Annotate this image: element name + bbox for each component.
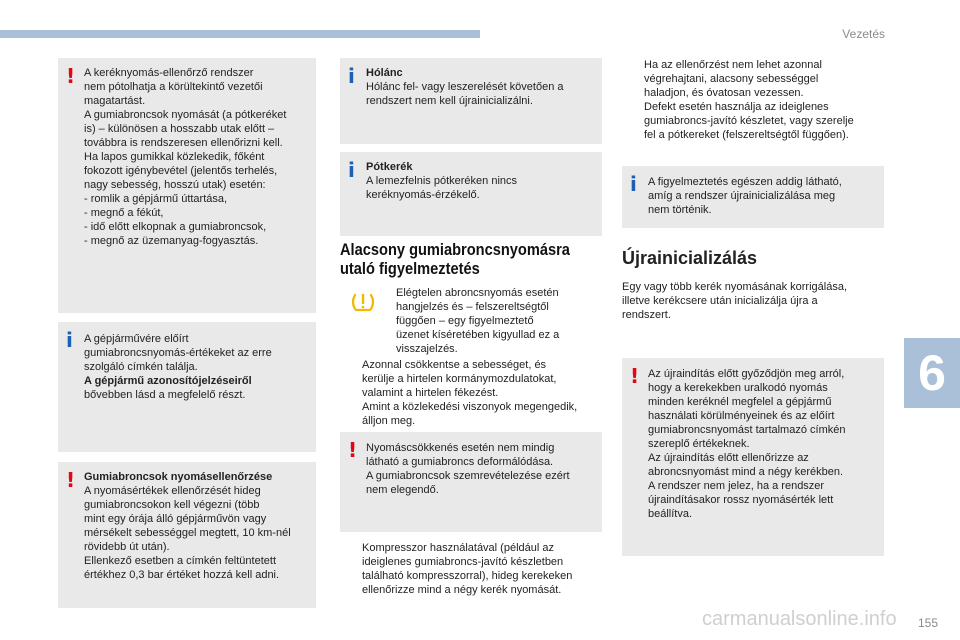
text-line: nem pótolhatja a körültekintő vezetői [84, 81, 263, 93]
text-line: továbbra is rendszeresen ellenőrizni kell. [84, 137, 283, 149]
text-line: - idő előtt elkopnak a gumiabroncsok, [84, 221, 267, 233]
text-line: magatartást. [84, 95, 146, 107]
warning-box-deformation [340, 432, 602, 532]
list-item [340, 358, 602, 400]
text-line: szolgáló címkén találja. [84, 361, 198, 373]
instruction-list [340, 541, 602, 597]
list-item-text: ellenőrizze mind a négy kerék nyomását. [362, 584, 562, 596]
list-item [622, 100, 892, 142]
list-item-text: Amint a közlekedési viszonyok megengedik, [362, 401, 578, 413]
warning-exclamation-icon: ! [348, 438, 358, 462]
warning-text [648, 367, 874, 521]
box-title: Pótkerék [366, 161, 413, 173]
info-box-labels [58, 322, 316, 452]
instruction-list [340, 358, 602, 428]
warning-text [84, 66, 306, 248]
list-item [340, 400, 602, 428]
list-item-text: Defekt esetén használja az ideiglenes [644, 101, 829, 113]
text-line: Ellenkező esetben a címkén feltüntetett [84, 555, 277, 567]
text-line: szereplő értékeknek. [648, 438, 750, 450]
list-item-text: gumiabroncs-javító készletet, vagy szerelje [644, 115, 854, 127]
heading-line: Alacsony gumiabroncsnyomásra [340, 240, 570, 259]
text-line: nem elegendő. [366, 484, 439, 496]
info-box-reinit [622, 166, 884, 228]
text-line: - romlik a gépjármű úttartása, [84, 193, 228, 205]
text-line: A nyomásértékek ellenőrzését hideg [84, 485, 261, 497]
text-line: nem történik. [648, 204, 712, 216]
info-text [648, 175, 874, 217]
info-icon: i [630, 172, 637, 196]
header-bar [0, 30, 480, 38]
text-line: is) – különösen a hosszabb utak előtt – [84, 123, 275, 135]
info-text [366, 80, 592, 108]
text-line: minden keréknél megfelel a gépjármű [648, 396, 832, 408]
text-line: keréknyomás-érzékelő. [366, 189, 480, 201]
text-line: Egy vagy több kerék nyomásának korrigálása, [622, 281, 848, 293]
text-line: A rendszer nem jelez, ha a rendszer [648, 480, 825, 492]
list-item-text: Kompresszor használatával (például az [362, 542, 554, 554]
list-item-text: kerülje a hirtelen kormánymozdulatokat, [362, 373, 557, 385]
list-item-text: Ha az ellenőrzést nem lehet azonnal [644, 59, 822, 71]
list-item-text: haladjon, és óvatosan vezessen. [644, 87, 804, 99]
list-item-text: valamint a hirtelen fékezést. [362, 387, 499, 399]
warning-box-pressure-check [58, 462, 316, 608]
text-line: A gépjárművére előírt [84, 333, 189, 345]
list-item-text: Azonnal csökkentse a sebességet, és [362, 359, 547, 371]
text-line: beállítva. [648, 508, 693, 520]
text-line: Elégtelen abroncsnyomás esetén [396, 287, 559, 299]
box-title: Hólánc [366, 67, 403, 79]
text-line: A gumiabroncsok nyomását (a pótkeréket [84, 109, 287, 121]
text-line: hogy a kerekekben uralkodó nyomás [648, 382, 828, 394]
text-line: Ha lapos gumikkal közlekedik, főként [84, 151, 265, 163]
info-box-snow-chain [340, 58, 602, 144]
text-line: fokozott igénybevétel (jelentős terhelés, [84, 165, 278, 177]
text-line: Az újraindítás előtt győződjön meg arról, [648, 368, 845, 380]
heading-reinit: Újrainicializálás [622, 248, 758, 268]
text-line: látható a gumiabroncs deformálódása. [366, 456, 554, 468]
text-line: gumiabroncsnyomás-értékeket az erre [84, 347, 272, 359]
box-title: Gumiabroncsok nyomásellenőrzése [84, 471, 273, 483]
list-item [622, 58, 892, 100]
warning-light-description [396, 286, 601, 356]
list-item-text: ideiglenes gumiabroncs-javító készletben [362, 556, 564, 568]
warning-box-reinit [622, 358, 884, 556]
text-line: visszajelzés. [396, 343, 458, 355]
info-text [366, 174, 592, 202]
text-line: amíg a rendszer újrainicializálása meg [648, 190, 836, 202]
text-line: hangjelzés és – felszereltségtől [396, 301, 549, 313]
section-title: Vezetés [842, 27, 885, 41]
watermark: carmanualsonline.info [702, 608, 897, 630]
text-line: rendszert. [622, 309, 671, 321]
warning-text [84, 484, 306, 582]
text-line: nagy sebesség, hosszú utak) esetén: [84, 179, 266, 191]
info-text [84, 332, 306, 374]
info-icon: i [348, 158, 355, 182]
text-line: illetve kerékcsere után inicializálja újra a [622, 295, 818, 307]
info-bold-ref: A gépjármű azonosítójelzéseiről [84, 375, 252, 387]
instruction-list [622, 58, 892, 142]
reinit-intro [622, 280, 892, 322]
text-line: rövidebb út után). [84, 541, 170, 553]
text-line: mérsékelt sebességgel megtett, 10 km-nél [84, 527, 291, 539]
heading-low-pressure [340, 240, 570, 278]
list-item-text: fel a pótkereket (felszereltségtől függően). [644, 129, 849, 141]
text-line: gumiabroncsokon kell végezni (több [84, 499, 260, 511]
info-icon: i [66, 328, 73, 352]
text-line: A lemezfelnis pótkeréken nincs [366, 175, 518, 187]
text-line: - megnő a fékút, [84, 207, 164, 219]
text-line: függően – egy figyelmeztető [396, 315, 534, 327]
text-line: - megnő az üzemanyag-fogyasztás. [84, 235, 259, 247]
info-icon: i [348, 64, 355, 88]
warning-exclamation-icon: ! [630, 364, 640, 388]
list-item [340, 541, 602, 597]
text-line: újraindításakor rossz nyomásérték lett [648, 494, 834, 506]
text-line: A gumiabroncsok szemrevételezése ezért [366, 470, 570, 482]
text-line: Nyomáscsökkenés esetén nem mindig [366, 442, 555, 454]
heading-line: utaló figyelmeztetés [340, 259, 480, 278]
info-box-spare-wheel [340, 152, 602, 236]
list-item-text: található kompresszorral), hideg kerekeken [362, 570, 573, 582]
text-line: abroncsnyomást mind a négy kerékben. [648, 466, 844, 478]
list-item-text: végrehajtani, alacsony sebességgel [644, 73, 819, 85]
text-line: gumiabroncsnyomást tartalmazó címkén [648, 424, 846, 436]
warning-exclamation-icon: ! [66, 64, 76, 88]
list-item-text: álljon meg. [362, 415, 416, 427]
text-line: rendszert nem kell újrainicializálni. [366, 95, 533, 107]
chapter-tab: 6 [904, 338, 960, 408]
text-line: Az újraindítás előtt ellenőrizze az [648, 452, 809, 464]
text-line: üzenet kíséretében kigyullad ez a [396, 329, 560, 341]
tire-pressure-warning-icon [350, 289, 376, 315]
warning-exclamation-icon: ! [66, 468, 76, 492]
warning-box-system-limits [58, 58, 316, 313]
page-number: 155 [917, 616, 938, 630]
text-line: A keréknyomás-ellenőrző rendszer [84, 67, 254, 79]
text-line: értékhez 0,3 bar értéket hozzá kell adni. [84, 569, 280, 581]
warning-text [366, 441, 592, 497]
text-line: mint egy órája álló gépjárművön vagy [84, 513, 267, 525]
text-line: Hólánc fel- vagy leszerelését követően a [366, 81, 564, 93]
text-line: használati körülményeinek és az előírt [648, 410, 835, 422]
info-tail: bővebben lásd a megfelelő részt. [84, 389, 246, 401]
text-line: A figyelmeztetés egészen addig látható, [648, 176, 842, 188]
